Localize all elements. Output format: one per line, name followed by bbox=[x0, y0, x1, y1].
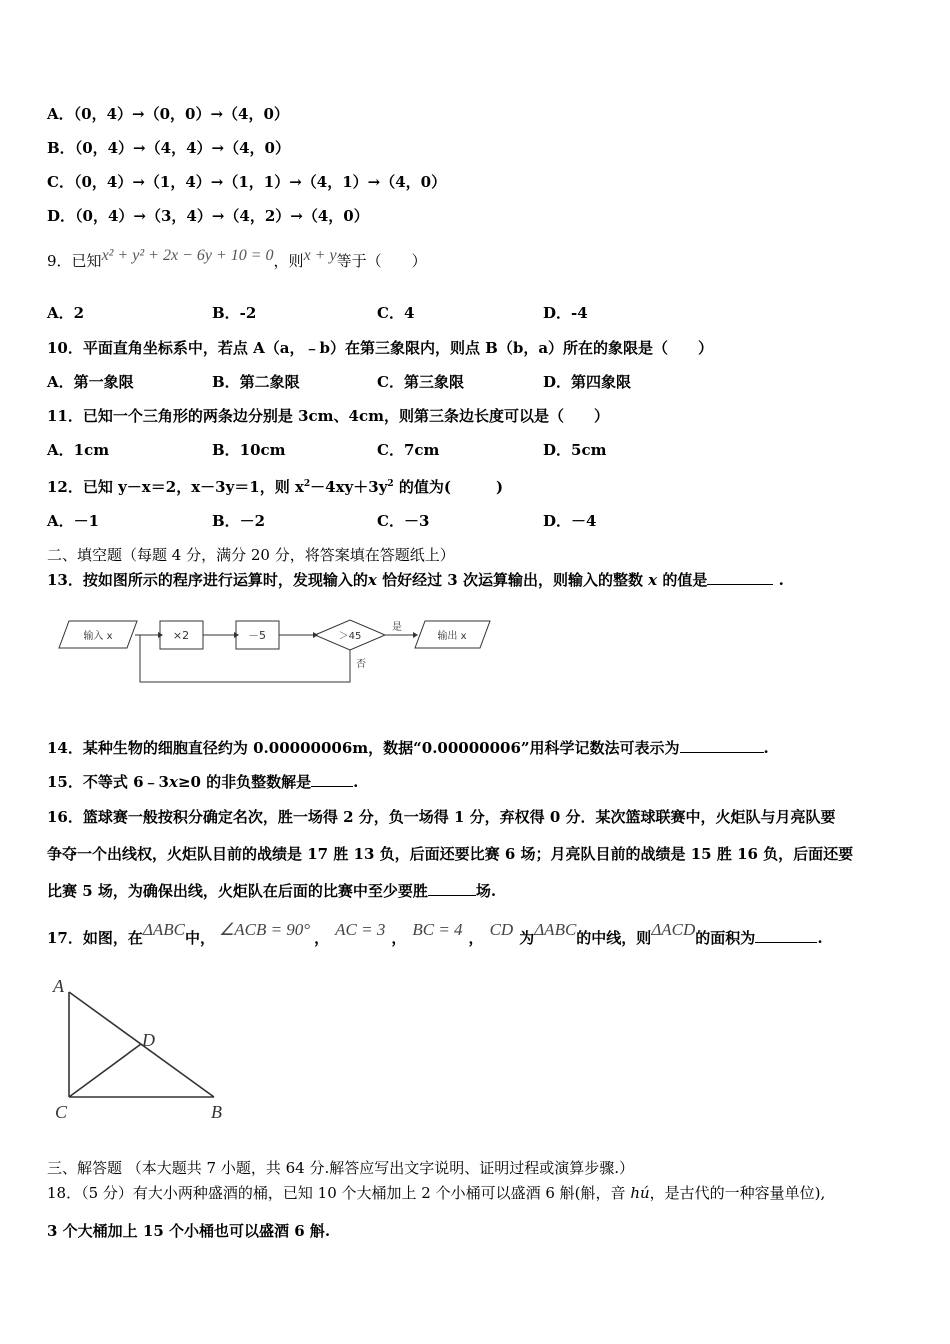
flow-input-label: 输入 x bbox=[83, 631, 113, 642]
q13-stem: 13．按如图所示的程序进行运算时，发现输入的x 恰好经过 3 次运算输出，则输入的整数 x 的值是 . bbox=[47, 571, 784, 589]
q17-triangle-figure bbox=[48, 972, 233, 1127]
q15-stem: 15．不等式 6﹣3x≥0 的非负整数解是 . bbox=[47, 773, 359, 791]
q9-option-b: B．-2 bbox=[212, 304, 257, 322]
q8-option-c: C．（0，4）→（1，4）→（1，1）→（4，1）→（4，0） bbox=[47, 173, 447, 191]
segment-cd bbox=[69, 1044, 141, 1097]
q12-option-a: A．－1 bbox=[47, 512, 100, 530]
q18-line1: 18．（5 分）有大小两种盛酒的桶，已知 10 个大桶加上 2 个小桶可以盛酒 6 斛(斛，音 hú，是古代的一种容量单位), bbox=[47, 1184, 826, 1202]
q8-option-a: A．（0，4）→（0，0）→（4，0） bbox=[47, 105, 289, 123]
q15-answer-blank bbox=[311, 774, 353, 787]
q9-expression: x + y bbox=[303, 247, 337, 264]
q14-stem: 14．某种生物的细胞直径约为 0.00000006m，数据“0.00000006”用科学记数法可表示为 . bbox=[47, 739, 769, 757]
q10-option-a: A．第一象限 bbox=[47, 373, 134, 391]
q16-line3: 比赛 5 场，为确保出线，火炬队在后面的比赛中至少要胜 场. bbox=[47, 882, 497, 900]
flow-loop-line bbox=[140, 635, 350, 682]
q16-line1: 16．篮球赛一般按积分确定名次，胜一场得 2 分，负一场得 1 分，弃权得 0 分．某次篮球联赛中，火炬队与月亮队要 bbox=[47, 808, 836, 826]
flow-times2-label: ×2 bbox=[172, 629, 190, 642]
q9-option-d: D．-4 bbox=[543, 304, 588, 322]
q10-stem: 10．平面直角坐标系中，若点 A（a，﹣b）在第三象限内，则点 B（b，a）所在的象限是（ ） bbox=[47, 339, 714, 357]
q11-option-a: A．1cm bbox=[47, 441, 110, 459]
q10-option-d: D．第四象限 bbox=[543, 373, 632, 391]
label-a: A bbox=[53, 976, 64, 996]
q9-equation: x² + y² + 2x − 6y + 10 = 0 bbox=[101, 247, 274, 264]
q12-option-c: C．－3 bbox=[377, 512, 430, 530]
q14-answer-blank bbox=[680, 740, 764, 753]
q18-line2: 3 个大桶加上 15 个小桶也可以盛酒 6 斛. bbox=[47, 1222, 331, 1240]
q11-option-b: B．10cm bbox=[212, 441, 286, 459]
q12-option-d: D．－4 bbox=[543, 512, 597, 530]
q9-option-a: A．2 bbox=[47, 304, 85, 322]
q13-flowchart bbox=[55, 615, 500, 690]
label-d: D bbox=[142, 1030, 155, 1050]
q12-stem: 12．已知 y－x＝2，x－3y＝1，则 $x^2-4xy+3y^2$ 的值为( ) bbox=[47, 478, 504, 496]
flow-output-label: 输出 x bbox=[437, 631, 467, 642]
q17-answer-blank bbox=[755, 930, 817, 943]
label-c: C bbox=[55, 1102, 68, 1122]
q9-stem: 9．已知x² + y² + 2x − 6y + 10 = 0，则x + y等于（ ） bbox=[47, 247, 427, 270]
section-2-heading: 二、填空题（每题 4 分，满分 20 分，将答案填在答题纸上） bbox=[47, 546, 455, 564]
q8-option-b: B．（0，4）→（4，4）→（4，0） bbox=[47, 139, 290, 157]
q11-option-d: D．5cm bbox=[543, 441, 607, 459]
section-3-heading: 三、解答题 （本大题共 7 小题，共 64 分.解答应写出文字说明、证明过程或演算步骤.） bbox=[47, 1159, 635, 1177]
q12-option-b: B．－2 bbox=[212, 512, 266, 530]
q11-option-c: C．7cm bbox=[377, 441, 440, 459]
q9-option-c: C．4 bbox=[377, 304, 415, 322]
q11-stem: 11．已知一个三角形的两条边分别是 3cm、4cm，则第三条边长度可以是（ ） bbox=[47, 407, 609, 425]
q13-answer-blank bbox=[707, 572, 773, 585]
flow-no-label: 否 bbox=[356, 659, 366, 670]
flow-yes-label: 是 bbox=[392, 622, 402, 633]
flow-compare-label: ＞45 bbox=[338, 631, 362, 642]
q10-option-c: C．第三象限 bbox=[377, 373, 464, 391]
label-b: B bbox=[211, 1102, 222, 1122]
q16-line2: 争夺一个出线权，火炬队目前的战绩是 17 胜 13 负，后面还要比赛 6 场；月亮队目前的战绩是 15 胜 16 负，后面还要 bbox=[47, 845, 854, 863]
q17-stem: 17．如图，在ΔABC中， ∠ACB = 90° ， AC = 3 ， BC = 4 ， CD 为ΔABC的中线，则ΔACD的面积为 . bbox=[47, 920, 823, 947]
q16-answer-blank bbox=[428, 883, 476, 896]
q10-option-b: B．第二象限 bbox=[212, 373, 300, 391]
q8-option-d: D．（0，4）→（3，4）→（4，2）→（4，0） bbox=[47, 207, 369, 225]
flow-minus5-label: －5 bbox=[248, 629, 266, 642]
